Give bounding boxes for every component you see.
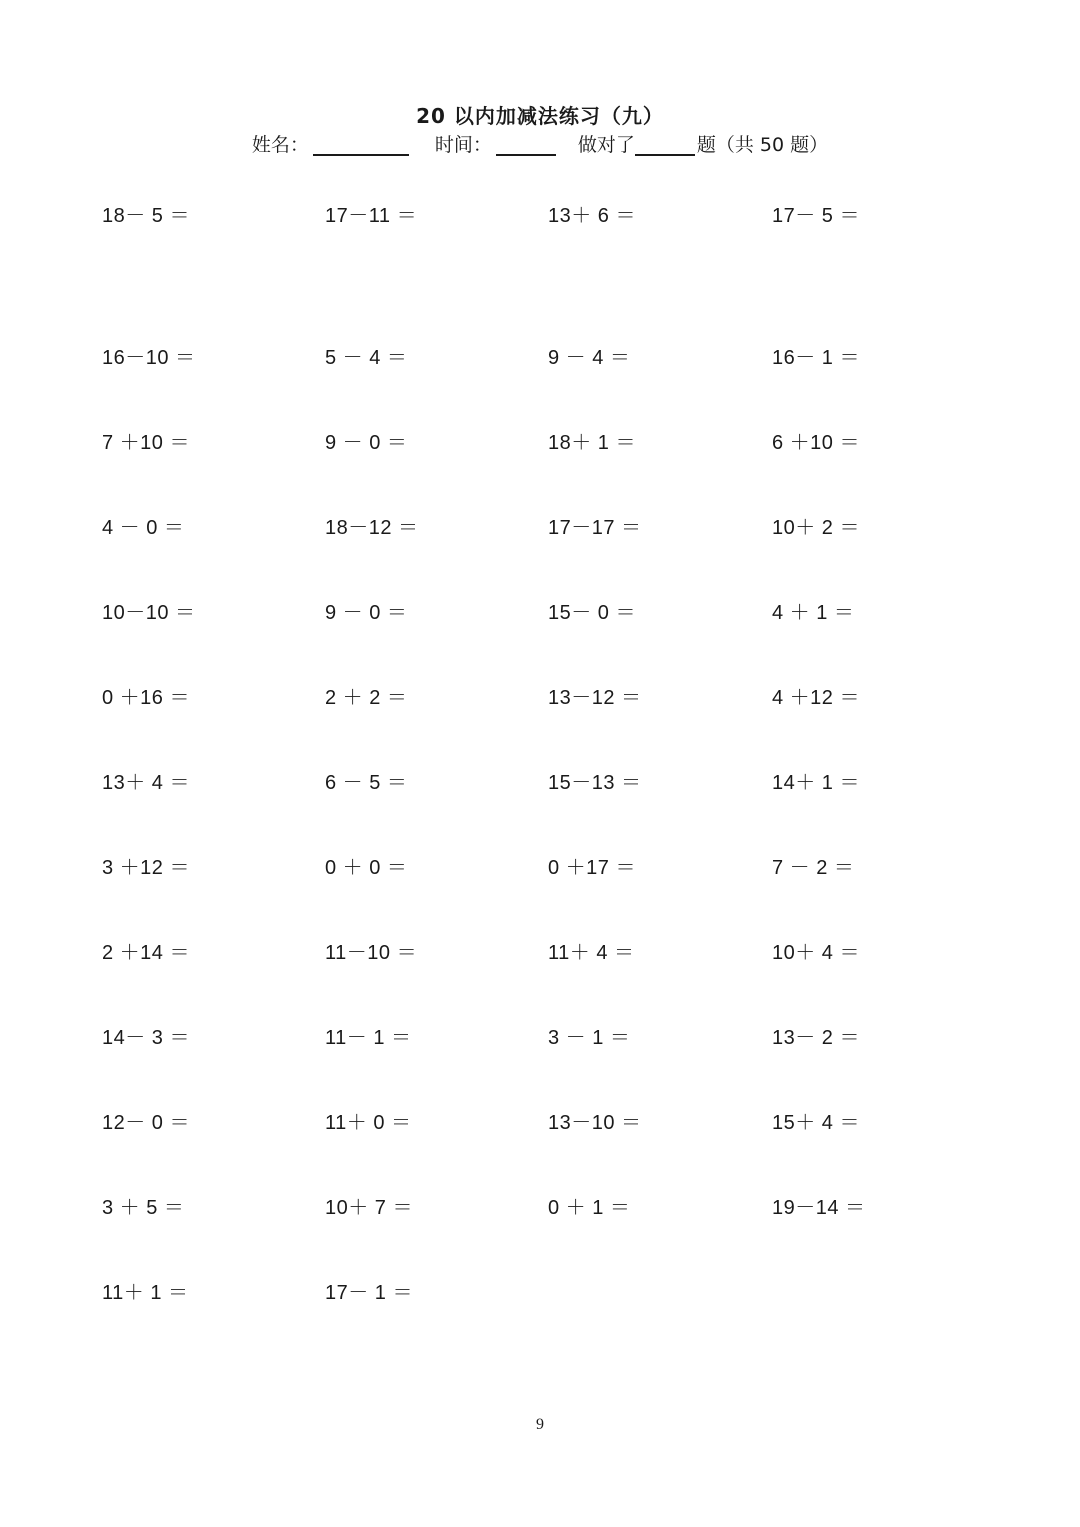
name-blank[interactable] (313, 132, 409, 156)
problem-item: 13－ 2 ＝ (772, 1027, 860, 1049)
problem-item: 0 ＋ 0 ＝ (325, 857, 408, 879)
problem-item: 2 ＋14 ＝ (102, 942, 190, 964)
problem-item: 7 ＋10 ＝ (102, 432, 190, 454)
problem-item: 6 － 5 ＝ (325, 772, 408, 794)
problem-item: 10＋ 7 ＝ (325, 1197, 413, 1219)
problem-item: 2 ＋ 2 ＝ (325, 687, 408, 709)
problem-item: 17－ 5 ＝ (772, 205, 860, 227)
problem-item: 9 － 4 ＝ (548, 347, 631, 369)
problem-item: 10＋ 4 ＝ (772, 942, 860, 964)
problem-item: 4 － 0 ＝ (102, 517, 185, 539)
problem-item: 17－ 1 ＝ (325, 1282, 413, 1304)
problem-item: 15＋ 4 ＝ (772, 1112, 860, 1134)
problem-item: 16－10 ＝ (102, 347, 196, 369)
problem-item: 15－ 0 ＝ (548, 602, 636, 624)
problem-item: 12－ 0 ＝ (102, 1112, 190, 1134)
problem-item: 0 ＋ 1 ＝ (548, 1197, 631, 1219)
problem-item: 11＋ 0 ＝ (325, 1112, 412, 1134)
problem-item: 11－ 1 ＝ (325, 1027, 412, 1049)
problem-item: 14－ 3 ＝ (102, 1027, 190, 1049)
name-label: 姓名： (251, 134, 309, 156)
problem-item: 13－12 ＝ (548, 687, 642, 709)
problem-item: 0 ＋17 ＝ (548, 857, 636, 879)
problem-item: 6 ＋10 ＝ (772, 432, 860, 454)
problem-item: 18＋ 1 ＝ (548, 432, 636, 454)
problem-item: 3 ＋12 ＝ (102, 857, 190, 879)
problem-item: 4 ＋12 ＝ (772, 687, 860, 709)
problem-item: 19－14 ＝ (772, 1197, 866, 1219)
problem-item: 17－17 ＝ (548, 517, 642, 539)
problem-item: 16－ 1 ＝ (772, 347, 860, 369)
time-label: 时间： (434, 134, 492, 156)
problem-item: 10－10 ＝ (102, 602, 196, 624)
problem-item: 14＋ 1 ＝ (772, 772, 860, 794)
correct-suffix: 题（共 50 题） (696, 134, 829, 156)
problem-item: 3 － 1 ＝ (548, 1027, 631, 1049)
problem-item: 9 － 0 ＝ (325, 602, 408, 624)
time-blank[interactable] (496, 132, 556, 156)
problem-item: 0 ＋16 ＝ (102, 687, 190, 709)
problem-item: 9 － 0 ＝ (325, 432, 408, 454)
problem-item: 11－10 ＝ (325, 942, 418, 964)
problem-item: 13＋ 4 ＝ (102, 772, 190, 794)
problem-item: 18－12 ＝ (325, 517, 419, 539)
problem-item: 17－11 ＝ (325, 205, 418, 227)
problem-item: 7 － 2 ＝ (772, 857, 855, 879)
page-number: 9 (536, 1416, 544, 1433)
problem-item: 15－13 ＝ (548, 772, 642, 794)
problem-item: 13＋ 6 ＝ (548, 205, 636, 227)
problem-item: 5 － 4 ＝ (325, 347, 408, 369)
info-line (0, 131, 1080, 159)
problem-item: 11＋ 4 ＝ (548, 942, 635, 964)
problem-item: 11＋ 1 ＝ (102, 1282, 189, 1304)
problem-item: 10＋ 2 ＝ (772, 517, 860, 539)
problem-item: 4 ＋ 1 ＝ (772, 602, 855, 624)
problem-item: 13－10 ＝ (548, 1112, 642, 1134)
worksheet-title: 20 以内加减法练习（九） (416, 104, 664, 128)
problem-item: 18－ 5 ＝ (102, 205, 190, 227)
problem-item: 3 ＋ 5 ＝ (102, 1197, 185, 1219)
correct-label: 做对了 (577, 134, 635, 156)
correct-count-blank[interactable] (635, 132, 695, 156)
